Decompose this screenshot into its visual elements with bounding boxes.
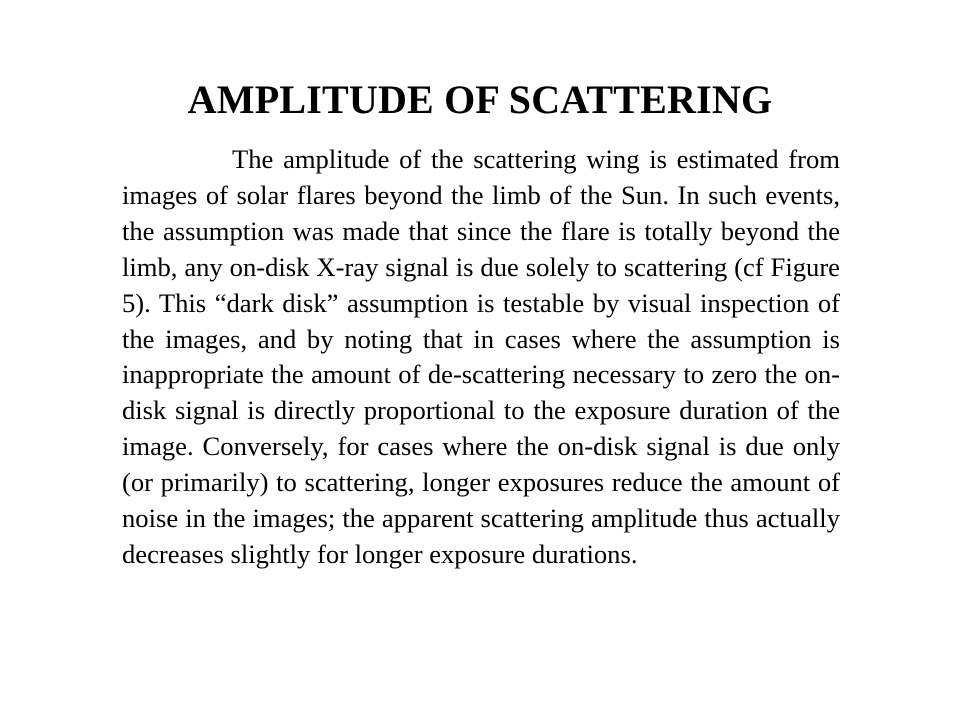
body-paragraph: The amplitude of the scattering wing is estimated from images of solar flares beyond the limb of the Sun. In such events, the assumption was made that since the flare is totally beyond the limb, any on-disk X-ray signal is due solely to scattering (cf Figure 5). This “dark disk” assumption is testable by visual inspection of the images, and by noting that in cases where the assumption is inappropriate the amount of de-scattering necessary to zero the on-disk signal is directly proportional to the exposure duration of the image. Conversely, for cases where the on-disk signal is due only (or primarily) to scattering, longer exposures reduce the amount of noise in the images; the apparent scattering amplitude thus actually decreases slightly for longer exposure durations. xyxy=(122,144,840,569)
slide-title: AMPLITUDE OF SCATTERING xyxy=(187,77,773,122)
